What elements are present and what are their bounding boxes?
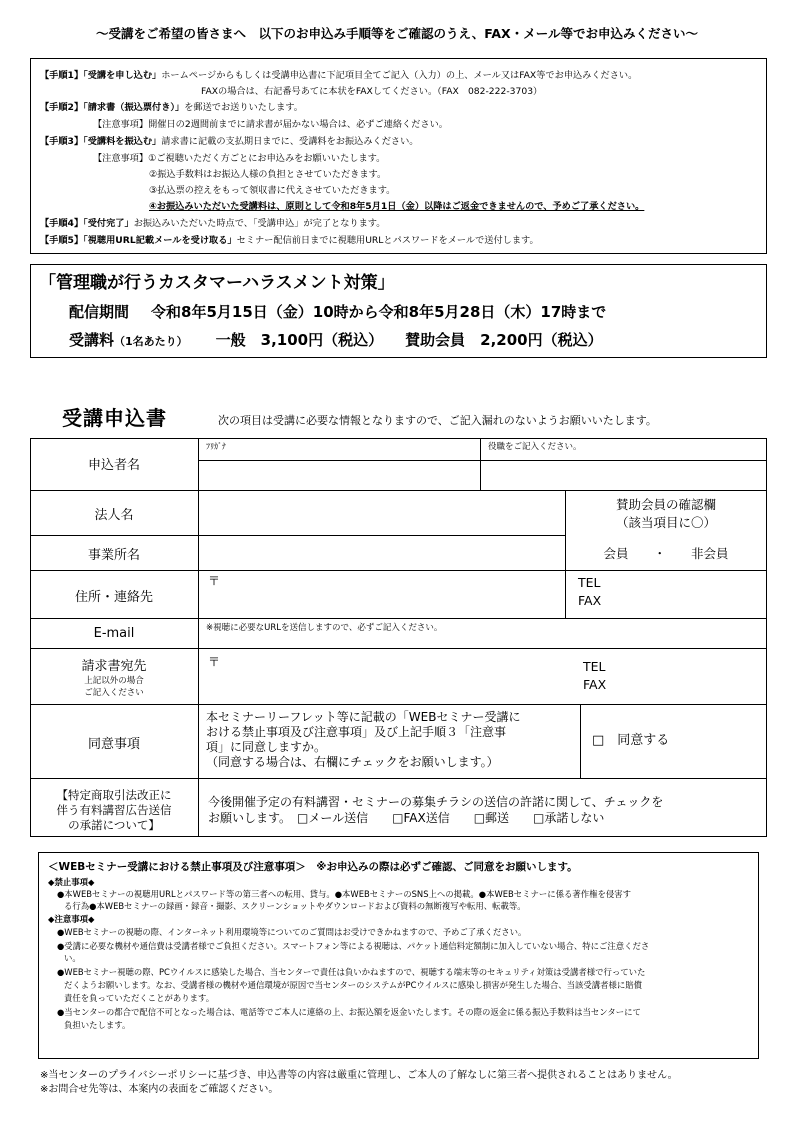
ad-consent-label xyxy=(30,788,198,833)
caution-line: ●受講に必要な機材や通信費は受講者様でご負担ください。スマートフォン等による視聴は、パケット通信料定額制に加入していない場合、特にご注意くださ xyxy=(57,941,650,951)
billing-tel-label[interactable]: TEL xyxy=(583,659,606,674)
billing-sub2: ご記入ください xyxy=(84,688,144,698)
period-value: 令和8年5月15日（金）10時から令和8年5月28日（木）17時まで xyxy=(151,303,607,321)
furigana-label: ﾌﾘｶﾞﾅ xyxy=(206,442,226,451)
form-title: 受講申込書 xyxy=(62,406,167,430)
course-period xyxy=(69,305,606,320)
member-confirm-line2: （該当項目に〇） xyxy=(615,515,716,530)
member-options[interactable]: 会員 ・ 非会員 xyxy=(603,546,729,561)
table-line xyxy=(30,778,767,779)
step3-line: 【手順3】「受講料を振込む」請求書に記載の支払期日までに、受講料をお振込みください。 xyxy=(40,136,419,147)
fee-general: 一般 3,100円（税込） xyxy=(215,331,384,349)
email-field[interactable] xyxy=(198,618,767,648)
fee-label: 受講料 xyxy=(69,331,115,349)
ad-consent-text[interactable] xyxy=(208,794,663,826)
caution-line: ●当センターの都合で配信不可となった場合は、電話等でご本人に連絡の上、お振込額を返金いたします。その際の返金に係る振込手数料は当センターにて xyxy=(57,1007,641,1017)
company-field[interactable] xyxy=(198,490,565,535)
email-label: E-mail xyxy=(93,626,135,641)
caution-line: 責任を負っていただくことがあります。 xyxy=(64,993,215,1003)
consent-label: 同意事項 xyxy=(87,737,140,752)
header-note: ～受講をご希望の皆さまへ 以下のお申込み手順等をご確認のうえ、FAX・メール等でお申込みください～ xyxy=(96,26,698,41)
table-line xyxy=(565,570,566,618)
form-note: 次の項目は受講に必要な情報となりますので、ご記入漏れのないようお願いいたします。 xyxy=(218,414,657,427)
table-line xyxy=(30,704,767,705)
billing-sub1: 上記以外の場合 xyxy=(84,676,144,686)
member-confirm-line1: 賛助会員の確認欄 xyxy=(615,497,716,512)
caution-line: い。 xyxy=(64,953,81,963)
prohibited-head: ◆禁止事項◆ xyxy=(48,877,95,887)
applicant-label: 申込者名 xyxy=(87,458,140,473)
step3-caution-2: ②振込手数料はお振込人様の負担とさせていただきます。 xyxy=(149,169,387,180)
step3-caution-3: ③払込票の控えをもって領収書に代えさせていただきます。 xyxy=(149,185,396,196)
billing-postal-mark: 〒 xyxy=(208,655,221,669)
position-hint: 役職をご記入ください。 xyxy=(488,442,582,452)
prohibited-line: ●本WEBセミナーの視聴用URLとパスワード等の第三者への転用、貸与。●本WEBセミナーのSNS上への掲載。●本WEBセミナーに係る著作権を侵害す xyxy=(57,889,632,899)
tel-label[interactable]: TEL xyxy=(578,575,601,590)
table-line xyxy=(30,836,767,837)
course-title: 「管理職が行うカスタマーハラスメント対策」 xyxy=(39,273,395,293)
company-label: 法人名 xyxy=(94,508,134,523)
postal-mark: 〒 xyxy=(208,574,221,588)
address-field[interactable] xyxy=(198,570,565,618)
email-hint: ※視聴に必要なURLを送信しますので、必ずご記入ください。 xyxy=(206,623,443,633)
consent-checkbox[interactable]: □ 同意する xyxy=(592,733,670,748)
consent-text-line: （同意する場合は、右欄にチェックをお願いします。） xyxy=(206,755,499,769)
step1-line: 【手順1】「受講を申し込む」ホームページからもしくは受講申込書に下記項目全てご記入（入力）の上、メール又はFAX等でお申込みください。 xyxy=(40,70,638,81)
step2-caution: 【注意事項】開催日の2週間前までに請求書が届かない場合は、必ずご連絡ください。 xyxy=(93,119,448,130)
course-fee xyxy=(69,333,603,348)
step4-line: 【手順4】「受付完了」お振込みいただいた時点で、「受講申込」が完了となります。 xyxy=(40,218,386,229)
period-label: 配信期間 xyxy=(69,303,130,321)
prohibited-line: る行為●本WEBセミナーの録画・録音・撮影、スクリーンショットやダウンロードおよび資料の無断複写や転用、転載等。 xyxy=(64,901,526,911)
caution-line: だくようお願いします。なお、受講者様の機材や通信環境が原因で当センターのシステムがPCウイルスに感染し損害が発生した場合、当該受講者様に賠償 xyxy=(64,980,643,990)
ad-text-line: 今後開催予定の有料講習・セミナーの募集チラシの送信の許諾に関して、チェックを xyxy=(208,795,664,809)
inquiry-note: ※お問合せ先等は、本案内の表面をご確認ください。 xyxy=(40,1084,279,1095)
course-info-box xyxy=(30,264,767,358)
caution-line: ●WEBセミナーの視聴の際、インターネット利用環境等についてのご質問はお受けできかねますので、予めご了承ください。 xyxy=(57,927,527,937)
notes-title: ＜WEBセミナー受講における禁止事項及び注意事項＞ ※お申込みの際は必ずご確認、ご同意をお願いします。 xyxy=(48,861,578,873)
caution-line: 負担いたします。 xyxy=(64,1020,131,1030)
consent-text-line: 項」に同意しますか。 xyxy=(206,740,327,754)
ad-options[interactable]: お願いします。 □メール送信 □FAX送信 □郵送 □承諾しない xyxy=(208,811,605,826)
privacy-note: ※当センターのプライバシーポリシーに基づき、申込書等の内容は厳重に管理し、ご本人の了解なしに第三者へ提供されることはありません。 xyxy=(40,1070,678,1081)
position-field[interactable] xyxy=(480,460,767,490)
step3-caution-1: 【注意事項】①ご視聴いただく方ごとにお申込みをお願いいたします。 xyxy=(93,153,386,164)
consent-text-line: おける禁止事項及び注意事項」及び上記手順３「注意事 xyxy=(206,725,507,739)
ad-label-line: の承諾について】 xyxy=(68,817,160,832)
address-label: 住所・連絡先 xyxy=(74,590,153,605)
table-line xyxy=(30,438,767,439)
step5-line: 【手順5】「視聴用URL記載メールを受け取る」セミナー配信前日までに視聴用URLとパスワードをメールで送付します。 xyxy=(40,235,539,246)
step2-line: 【手順2】「請求書（振込票付き）」を郵送でお送りいたします。 xyxy=(40,102,303,113)
billing-fax-label[interactable]: FAX xyxy=(583,677,607,692)
fee-sub: （1名あたり） xyxy=(114,335,188,348)
ad-label-line: 伴う有料講習広告送信 xyxy=(56,802,172,817)
table-line xyxy=(580,704,581,778)
step1-fax-line: FAXの場合は、右記番号あてに本状をFAXしてください。（FAX 082-222-3703） xyxy=(201,86,543,97)
notes-box xyxy=(38,852,759,1059)
procedure-box xyxy=(30,58,767,254)
billing-field[interactable] xyxy=(198,648,767,704)
consent-text-line: 本セミナーリーフレット等に記載の「WEBセミナー受講に xyxy=(206,710,521,724)
fax-label[interactable]: FAX xyxy=(578,593,602,608)
step3-caution-4: ④お振込みいただいた受講料は、原則として令和8年5月1日（金）以降はご返金できませんので、予めご了承ください。 xyxy=(149,201,645,212)
ad-label-line: 【特定商取引法改正に xyxy=(56,788,172,802)
caution-line: ●WEBセミナー視聴の際、PCウイルスに感染した場合、当センターで責任は負いかねますので、視聴する端末等のセキュリティ対策は受講者様で行っていた xyxy=(57,967,646,977)
billing-label: 請求書宛先 xyxy=(81,659,147,674)
applicant-name-field[interactable] xyxy=(198,460,480,490)
consent-text xyxy=(206,710,520,770)
caution-head: ◆注意事項◆ xyxy=(48,914,95,924)
application-form-table xyxy=(30,438,767,837)
fee-member: 賛助会員 2,200円（税込） xyxy=(405,331,603,349)
office-field[interactable] xyxy=(198,535,565,570)
office-label: 事業所名 xyxy=(87,548,140,563)
